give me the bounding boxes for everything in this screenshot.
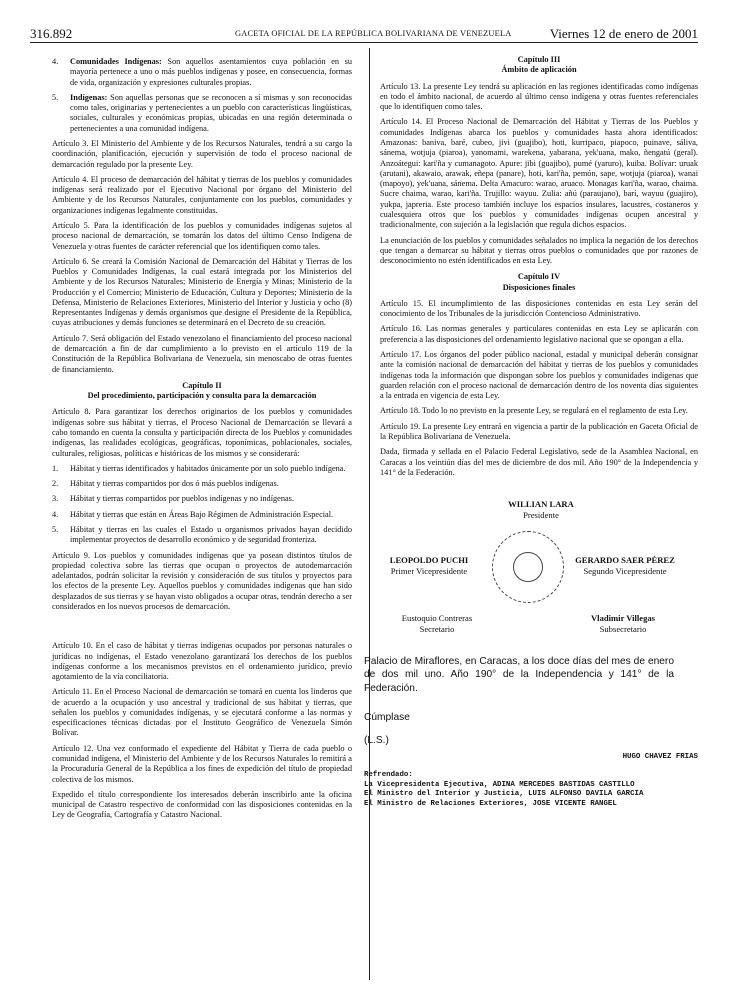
column-divider xyxy=(369,48,370,980)
article-17: Artículo 17. Los órganos del poder público nacional, estadal y municipal deberán consignar ante la comisión nacional de demarcación del hábitat y tierras de los pueblos y comunidades indígenas toda la información que dispongan sobre los pueblos y comunidades indígenas que guarden relación con el proceso nacional de demarcación dentro de los noventa días siguientes a la entrada en vigencia de esta Ley. xyxy=(380,350,698,401)
signature-subsecretary: Vladimir Villegas Subsecretario xyxy=(590,613,656,634)
article-19: Artículo 19. La presente Ley entrará en vigencia a partir de la publicación en Gaceta Oficial de la República Bolivariana de Venezuela. xyxy=(380,421,698,441)
list-item: 5. Hábitat y tierras en las cuales el Estado u organismos privados hayan decidido implementar proyectos de desarrollo económico y de seguridad fronteriza. xyxy=(52,524,352,545)
cumplase: Cúmplase xyxy=(364,711,410,723)
article-15: Artículo 15. El incumplimiento de las disposiciones contenidas en esta Ley serán del conocimiento de los Tribunales de la jurisdicción Contencioso Administrativo. xyxy=(380,298,698,319)
article-3: Artículo 3. El Ministerio del Ambiente y de los Recursos Naturales, tendrá a su cargo la coordinación, planificación, ejecución y supervisión de todo el proceso nacional de demarcación regulado por la presente Ley. xyxy=(52,138,352,169)
article-18: Artículo 18. Todo lo no previsto en la presente Ley, se regulará en el reglamento de esta Ley. xyxy=(380,406,688,416)
dada-paragraph: Dada, firmada y sellada en el Palacio Federal Legislativo, sede de la Asamblea Nacional, en Caracas a los veintiún días del mes de diciembre de dos mil. Año 190° de la Independencia y 141° de la Federación. xyxy=(380,447,698,477)
definition-item: 5. Indígenas: Son aquellas personas que se reconocen a sí mismas y son reconocidas como tales, originarias y pertenecientes a un pueblo con características lingüísticas, sociales, culturales y económicas propias, ubicadas en una región determinada o pertenecientes a una comunidad indígena. xyxy=(52,92,352,133)
refrendado-block: Refrendado: La Vicepresidenta Ejecutiva, ADINA MERCEDES BASTIDAS CASTILLO El Ministro del Interior y Justicia, LUIS ALFONSO DAVILA GARCIA El Ministro de Relaciones Exteriores, JOSE VICENTE RANGEL xyxy=(364,771,644,808)
palacio-paragraph: Palacio de Miraflores, en Caracas, a los doce días del mes de enero de dos mil uno. Año 190° de la Independencia y 141° de la Federación. xyxy=(364,656,674,694)
signature-president: WILLIAN LARA Presidente xyxy=(508,499,574,520)
article-10: Artículo 10. En el caso de hábitat y tierras indígenas ocupados por personas naturales o jurídicas no indígenas, el Estado venezolano garantizará los derechos de los pueblos indígenas conforme a los mecanismos previstos en el ordenamiento jurídico, previo agotamiento de la vía conciliatoria. xyxy=(52,641,352,682)
article-9: Artículo 9. Los pueblos y comunidades indígenas que ya posean distintos títulos de propiedad colectiva sobre las tierras que ocupan o proyectos de autodemarcación adelantados, podrán solicitar la revisión y consideración de sus títulos y proyectos para los efectos de la presente Ley. Aquellos pueblos y comunidades indígenas que han sido desplazados de sus tierras y se hayan visto obligados a ocupar otras, tendrán derecho a ser considerados en los nuevos procesos de demarcación. xyxy=(52,550,352,611)
list-item: 3. Hábitat y tierras compartidos por pueblos indígenas y no indígenas. xyxy=(52,494,294,504)
article-12-paragraph: Expedido el título correspondiente los interesados deberán inscribirlo ante la oficina municipal de Catastro respectivo de conformidad con las disposiciones contenidas en la Ley de Geografía, Cartografía y Catastro Nacional. xyxy=(52,789,352,820)
page-number: 316.892 xyxy=(30,26,73,41)
signatures-block xyxy=(380,483,698,633)
article-8: Artículo 8. Para garantizar los derechos originarios de los pueblos y comunidades indígenas sobre sus hábitat y tierras, el Proceso Nacional de Demarcación se llevará a cabo tomando en cuenta la consulta y participación directa de los Pueblos y comunidades indígenas, las realidades ecológicas, geográficas, toponímicas, poblacionales, sociales, culturales, religiosas, políticas e históricas de los mismos y se considerará: xyxy=(52,407,352,458)
ls-mark: (L.S.) xyxy=(364,735,389,747)
definition-item: 4. Comunidades Indígenas: Son aquellos asentamientos cuya población en su mayoría pertenece a uno o más pueblos indígenas y posee, en consecuencia, formas de vida, organización y expresiones culturales propias. xyxy=(52,57,353,87)
signature-second-vp: GERARDO SAER PÉREZ Segundo Vicepresidente xyxy=(575,555,675,576)
left-column xyxy=(52,57,352,826)
article-13: Artículo 13. La presente Ley tendrá su aplicación en las regiones identificadas como indígenas en todo el ámbito nacional, de acuerdo al último censo indígena y otras fuentes referenciales que lo identifiquen como tales. xyxy=(380,81,698,112)
hugo-chavez-signature: HUGO CHAVEZ FRIAS xyxy=(622,753,698,762)
article-7: Artículo 7. Será obligación del Estado venezolano el financiamiento del proceso nacional de demarcación a fin de dar cumplimiento a lo previsto en el artículo 119 de la Constitución de la República Bolivariana de Venezuela, sin menoscabo de otras fuentes de financiamiento. xyxy=(52,333,352,374)
article-4: Artículo 4. El proceso de demarcación del hábitat y tierras de los pueblos y comunidades indígenas será realizado por el Ejecutivo Nacional por órgano del Ministerio del Ambiente y de los Recursos Naturales, conjuntamente con los pueblos, comunidades y organizaciones indígenas legalmente constituidas. xyxy=(52,174,352,215)
issue-date: Viernes 12 de enero de 2001 xyxy=(549,26,698,41)
chapter-4-title: Capítulo IV xyxy=(517,272,561,282)
chapter-4-subtitle: Disposiciones finales xyxy=(502,282,576,292)
article-5: Artículo 5. Para la identificación de los pueblos y comunidades indígenas sujetos al proceso nacional de demarcación, se tomarán los datos del último Censo Indígena de Venezuela y otras fuentes de carácter referencial que los identifiquen como tales. xyxy=(52,220,352,251)
chapter-2-subtitle: Del procedimiento, participación y consulta para la demarcación xyxy=(87,391,317,401)
article-16: Artículo 16. Las normas generales y particulares contenidas en esta Ley se aplicarán con preferencia a las disposiciones del ordenamiento legislativo nacional que se opongan a ella. xyxy=(380,324,698,344)
list-item: 4. Hábitat y tierras que están en Áreas Bajo Régimen de Administración Especial. xyxy=(52,509,334,519)
page-header xyxy=(30,26,698,43)
list-item: 1. Hábitat y tierras identificados y habitados únicamente por un solo pueblo indígena. xyxy=(52,463,346,473)
list-item: 2. Hábitat y tierras compartidos por dos ó más pueblos indígenas. xyxy=(52,479,279,489)
chapter-2-title: Capítulo II xyxy=(182,380,222,390)
right-column xyxy=(364,55,698,810)
article-14: Artículo 14. El Proceso Nacional de Demarcación del Hábitat y Tierras de los Pueblos y comunidades Indígenas abarca los pueblos y comunidades hasta ahora identificados: Amazonas: baniva, baré, cubeo, jivi (guajibo), hoti, kurripaco, piapoco, puinave, sáliva, sánema, wotjuja (piaroa), yanomami, warekena, yabarana, yek'uana, mako, ñengatú (geral). Anzoátegui: kari'ña y cumanagoto. Apure: jibi (guajibo), pumé (yaruro), kuiba. Bolívar: uruak (arutani), akawaio, arawak, eñepa (panare), hoti, kari'ña, pemón, sape, wotjuja (piaroa), wanai (mapoyo), yek'uana, sánema. Delta Amacuro: warao, aruaco. Monagas kari'ña, warao, chaima. Sucre chaima, warao, kari'ña. Trujillo: wayuu. Zulia: añú (paraujano), barí, wayuu (guajiro), yukpa, japreria. Este proceso también incluye los espacios insulares, lacustres, costaneros y cualesquiera otros que los pueblos y comunidades indígenas ocupen ancestral y tradicionalmente, con sujeción a la legislación que regula dichos espacios. xyxy=(380,117,698,230)
article-11: Artículo 11. En el Proceso Nacional de demarcación se tomará en cuenta los linderos que de acuerdo a la ocupación y uso ancestral y tradicional de sus hábitat y tierras, que señalen los pueblos y comunidades indígenas, y se ejecutará conforme a las normas y especificaciones técnicas dictadas por el Instituto Geográfico de Venezuela Simón Bolívar. xyxy=(52,687,352,738)
article-6: Artículo 6. Se creará la Comisión Nacional de Demarcación del Hábitat y Tierras de los Pueblos y Comunidades Indígenas, la cual estará integrada por los Ministerios del Ambiente y de los Recursos Naturales; Ministerio de Energía y Minas; Ministerio de la Producción y el Comercio; Ministerio de Educación, Cultura y Deportes; Ministerio de la Defensa, Ministerio de Relaciones Exteriores, Ministerio del Interior y Justicia y ocho (8) Representantes Indígenas y demás organismos que designe el Presidente de la República, cuyas atribuciones y demás funciones se determinará en el Decreto de su creación. xyxy=(52,256,352,328)
article-12: Artículo 12. Una vez conformado el expediente del Hábitat y Tierra de cada pueblo o comunidad indígena, el Ministerio del Ambiente y de los Recursos Naturales lo remitirá a la Procuraduría General de la República a los fines de expedición del título de propiedad colectiva de los mismos. xyxy=(52,743,352,784)
gazette-title: GACETA OFICIAL DE LA REPÚBLICA BOLIVARIANA DE VENEZUELA xyxy=(235,29,512,38)
article-14-paragraph: La enunciación de los pueblos y comunidades señalados no implica la negación de los derechos que tengan a demarcar su hábitat y tierras otros pueblos o comunidades que por razones de desconocimiento no estén identificados en esta Ley. xyxy=(380,235,698,266)
chapter-3-title: Capítulo III xyxy=(517,55,561,64)
signature-first-vp: LEOPOLDO PUCHI Primer Vicepresidente xyxy=(389,555,469,576)
signature-secretary: Eustoquio Contreras Secretario xyxy=(401,613,473,634)
chapter-3-subtitle: Ámbito de aplicación xyxy=(501,65,577,75)
